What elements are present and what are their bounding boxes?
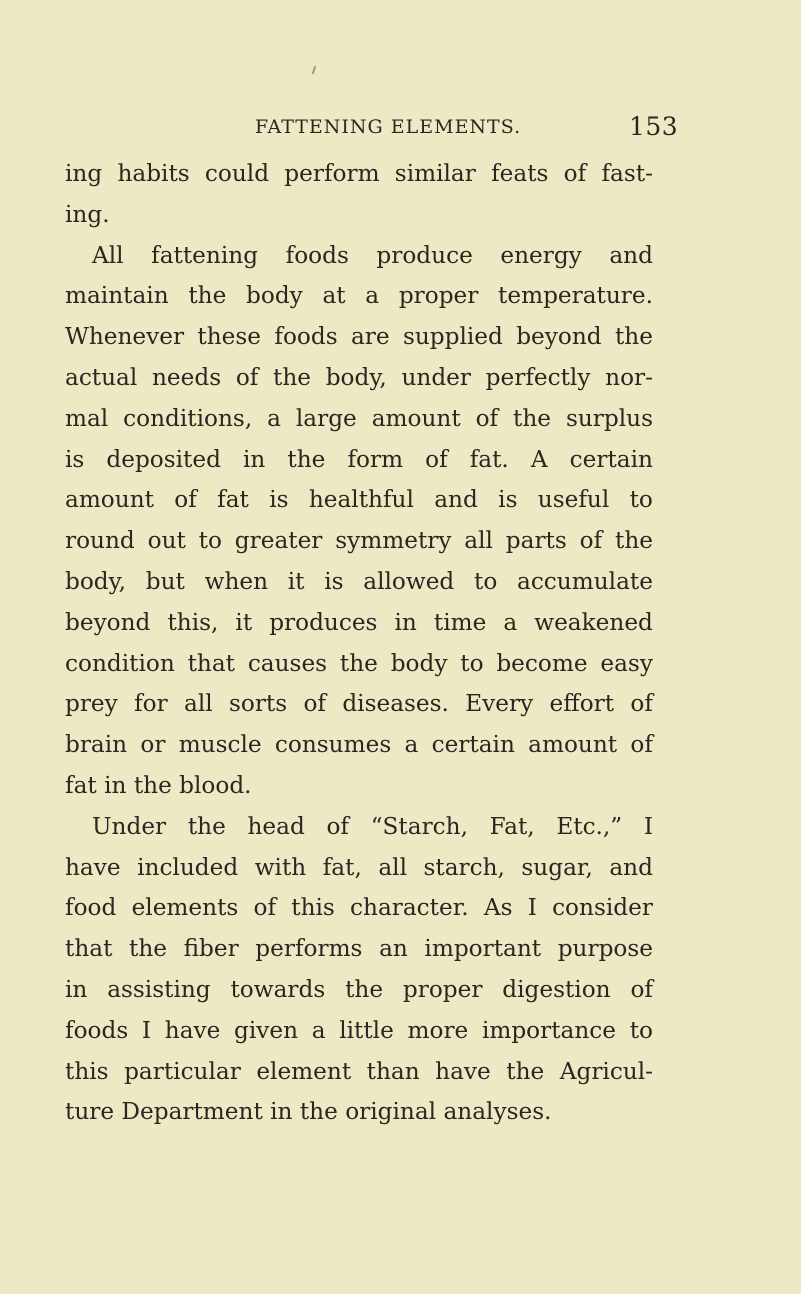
text-line: Whenever these foods are supplied beyond the <box>65 323 653 351</box>
text-line: body, but when it is allowed to accumulate <box>65 567 653 595</box>
page-number: 153 <box>629 112 679 141</box>
text-line: in assisting towards the proper digestion of <box>65 975 653 1003</box>
pencil-mark <box>312 66 316 74</box>
text-line: All fattening foods produce energy and <box>92 241 653 269</box>
text-line: round out to greater symmetry all parts of the <box>65 527 653 555</box>
text-line: is deposited in the form of fat. A certain <box>65 445 653 473</box>
text-line: this particular element than have the Agricul- <box>65 1057 653 1085</box>
text-line: ing. <box>65 200 110 228</box>
text-line: actual needs of the body, under perfectly nor- <box>65 363 653 391</box>
text-line: fat in the blood. <box>65 771 252 799</box>
text-line: ing habits could perform similar feats of fast- <box>65 160 653 187</box>
text-line: ture Department in the original analyses. <box>65 1098 552 1126</box>
text-line: have included with fat, all starch, sugar, and <box>65 853 653 881</box>
text-line: Under the head of “Starch, Fat, Etc.,” I <box>92 812 653 840</box>
text-line: maintain the body at a proper temperature. <box>65 282 653 310</box>
text-line: prey for all sorts of diseases. Every effort of <box>65 690 653 718</box>
text-line: mal conditions, a large amount of the surplus <box>65 404 653 432</box>
text-line: brain or muscle consumes a certain amount of <box>65 731 653 759</box>
text-line: foods I have given a little more importance to <box>65 1016 653 1044</box>
text-line: amount of fat is healthful and is useful to <box>65 486 653 514</box>
text-line: food elements of this character. As I consider <box>65 894 653 922</box>
text-line: that the fiber performs an important purpose <box>65 935 653 963</box>
text-line: beyond this, it produces in time a weakened <box>65 608 653 636</box>
text-line: condition that causes the body to become easy <box>65 649 653 677</box>
body-text <box>65 154 653 1133</box>
running-head-title: FATTENING ELEMENTS. <box>255 116 522 138</box>
